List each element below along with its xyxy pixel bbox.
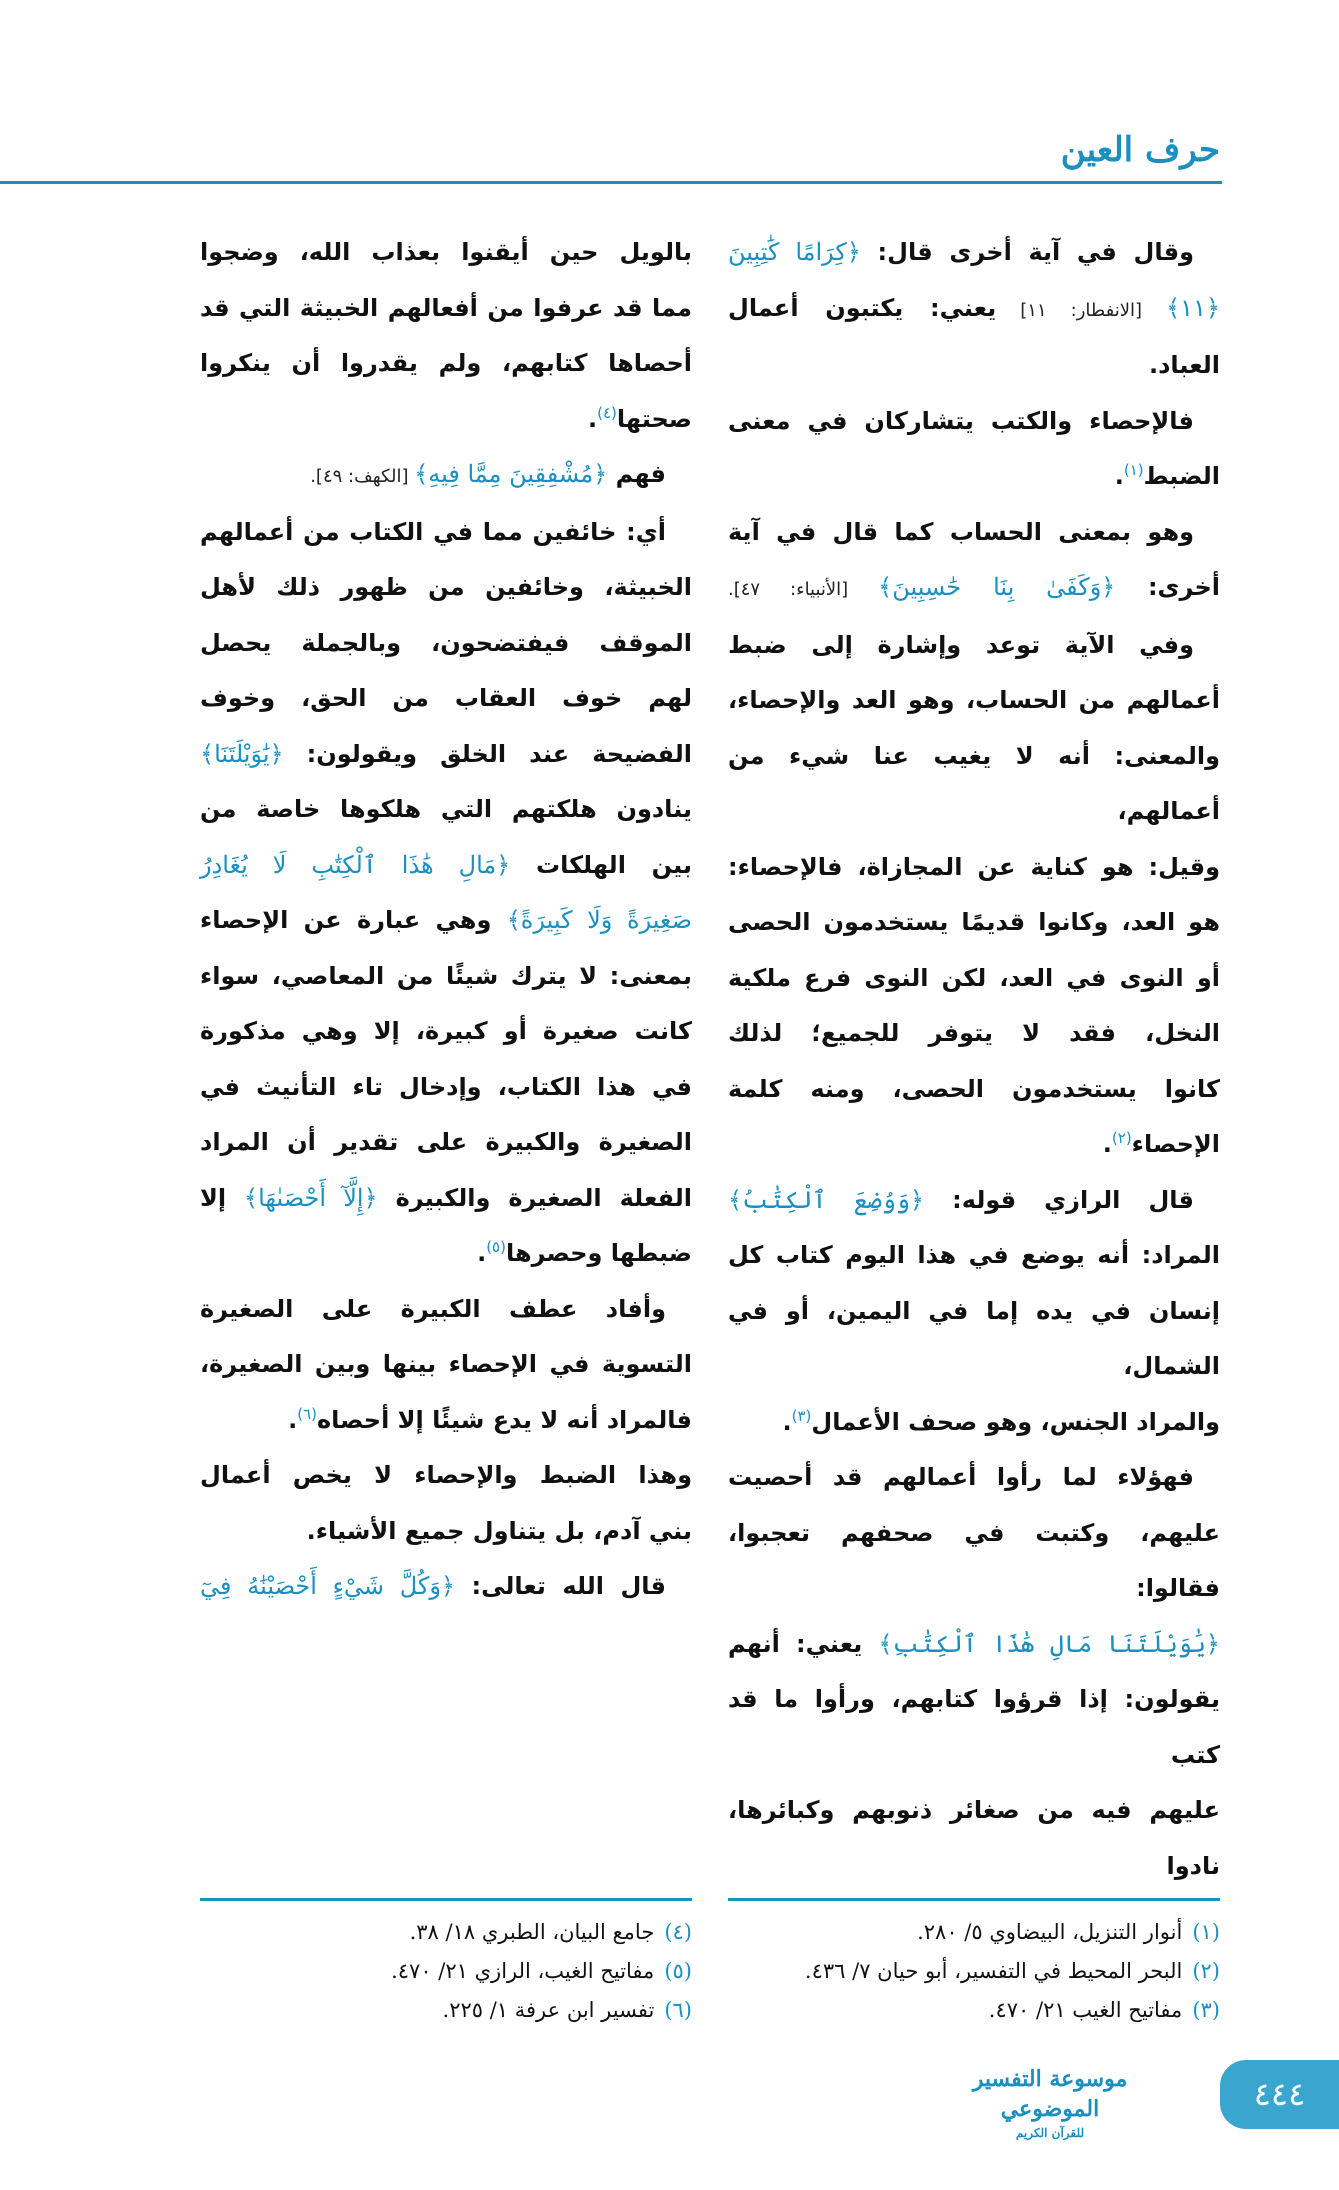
text-run: . [587, 404, 598, 433]
text-line [200, 336, 692, 392]
text-line [728, 394, 1220, 450]
text-line [728, 1617, 1220, 1673]
text-run: أخرى: [1115, 573, 1220, 601]
text-line [200, 1448, 692, 1504]
text-run: في هذا الكتاب، وإدخال تاء التأنيث في [200, 1072, 692, 1101]
text-run: إلا [200, 1183, 245, 1212]
text-line [200, 1393, 692, 1449]
text-line [200, 1226, 692, 1282]
text-run: الفضيحة عند الخلق ويقولون: [283, 739, 692, 768]
text-line [728, 281, 1220, 339]
quran-verse: ﴿مَالِ هَٰذَا ٱلْكِتَٰبِ لَا يُغَادِرُ [200, 850, 511, 879]
text-run: عليهم، وكتبت في صحفهم تعجبوا، فقالوا: [728, 1518, 1220, 1602]
text-run: فهم [607, 460, 666, 488]
text-line [200, 447, 692, 505]
text-run: وقال في آية أخرى قال: [860, 238, 1194, 266]
text-run: التسوية في الإحصاء بينها وبين الصغيرة، [200, 1350, 692, 1378]
text-line [728, 673, 1220, 729]
text-run: بني آدم، بل يتناول جميع الأشياء. [306, 1516, 692, 1545]
quran-verse: ﴿مُشْفِقِينَ مِمَّا فِيهِ﴾ [414, 460, 608, 488]
text-run: بمعنى: لا يترك شيئًا من المعاصي، سواء [200, 961, 692, 990]
verse-reference: [الأنبياء: ٤٧]. [728, 579, 879, 600]
footnote-divider-right [728, 1898, 1220, 1901]
text-line [728, 1062, 1220, 1118]
footnote [728, 1913, 1220, 1952]
text-run: فهؤلاء لما رأوا أعمالهم قد أحصيت [728, 1463, 1194, 1491]
text-line [200, 560, 692, 616]
footnote [200, 1952, 692, 1991]
text-line [728, 1006, 1220, 1062]
text-run: المراد: أنه يوضع في هذا اليوم كتاب كل [728, 1241, 1220, 1269]
quran-verse: ﴿وَكُلَّ شَيْءٍ أَحْصَيْنَٰهُ فِيٓ [200, 1572, 456, 1600]
footnote-text: أنوار التنزيل، البيضاوي ٥/ ٢٨٠. [917, 1920, 1183, 1944]
text-line [200, 1282, 692, 1338]
quran-verse: صَغِيرَةً وَلَا كَبِيرَةً﴾ [506, 906, 693, 934]
text-line [728, 1783, 1220, 1894]
footnote-marker[interactable]: (٦) [297, 1404, 317, 1423]
text-run: إنسان في يده إما في اليمين، أو في الشمال، [728, 1296, 1220, 1380]
footnote [200, 1913, 692, 1952]
text-run: . [1114, 462, 1124, 490]
text-line [728, 1284, 1220, 1395]
text-line [728, 225, 1220, 281]
text-run: . [1102, 1130, 1112, 1158]
footnote [728, 1991, 1220, 2030]
text-line [200, 671, 692, 727]
text-line [728, 895, 1220, 951]
text-run: والمعنى: أنه لا يغيب عنا شيء من أعمالهم، [728, 741, 1220, 825]
text-line [200, 392, 692, 448]
text-line [728, 1117, 1220, 1173]
text-run: الخبيثة، وخائفين من ظهور ذلك لأهل [200, 573, 692, 601]
text-line [200, 1171, 692, 1227]
encyclopedia-logo [920, 2064, 1180, 2142]
chapter-header: حرف العين [1060, 130, 1220, 170]
text-line [728, 729, 1220, 840]
text-run: وهذا الضبط والإحصاء لا يخص أعمال [200, 1461, 692, 1489]
text-run: الإحصاء [1131, 1130, 1220, 1158]
footnote-number: (٢) [1192, 1959, 1220, 1983]
footnotes-left [200, 1913, 692, 2030]
text-line [200, 281, 692, 337]
text-run: وهي عبارة عن الإحصاء [200, 906, 507, 934]
footnote-marker[interactable]: (٢) [1111, 1129, 1132, 1147]
text-line [200, 1337, 692, 1393]
footnotes-right [728, 1913, 1220, 2030]
header-divider [0, 181, 1222, 184]
verse-reference: [الانفطار: ١١] [996, 299, 1167, 321]
page-header [0, 0, 1339, 225]
text-line [200, 1504, 692, 1560]
text-run: لهم خوف العقاب من الحق، وخوف [200, 684, 692, 712]
text-run: وأفاد عطف الكبيرة على الصغيرة [200, 1294, 666, 1323]
quran-verse: ﴿وَوُضِعَ ٱلْكِتَٰبُ﴾ [728, 1185, 925, 1214]
footnotes-left-column [200, 1898, 692, 2030]
footnote-marker[interactable]: (٥) [486, 1238, 506, 1256]
text-line [728, 618, 1220, 674]
page-footer [0, 2050, 1339, 2190]
text-run: الموقف فيفتضحون، وبالجملة يحصل [200, 628, 692, 657]
text-run: هو العد، وكانوا قديمًا يستخدمون الحصى [728, 908, 1220, 936]
text-run: أو النوى في العد، لكن النوى فرع ملكية [728, 963, 1220, 992]
text-line [728, 338, 1220, 394]
footnote-marker[interactable]: (٤) [597, 403, 617, 422]
footnote [200, 1991, 692, 2030]
text-run: يعني: أنهم [728, 1629, 879, 1658]
text-line [200, 1559, 692, 1615]
text-run: بالويل حين أيقنوا بعذاب الله، وضجوا [200, 238, 692, 266]
footnote-number: (٥) [664, 1959, 692, 1983]
footnote-number: (٣) [1192, 1998, 1220, 2022]
footnote-number: (٦) [664, 1998, 692, 2022]
text-run: يقولون: إذا قرؤوا كتابهم، ورأوا ما قد كتب [728, 1685, 1220, 1769]
text-run: أحصاها كتابهم، ولم يقدروا أن ينكروا [200, 349, 692, 377]
text-line [200, 505, 692, 561]
quran-verse: ﴿يَٰوَيْلَتَنَا مَالِ هَٰذَا ٱلْكِتَٰبِ﴾ [878, 1629, 1220, 1658]
text-line [200, 225, 692, 281]
text-run: العباد. [1148, 351, 1220, 379]
footnote-text: البحر المحيط في التفسير، أبو حيان ٧/ ٤٣٦. [804, 1959, 1183, 1983]
text-line [200, 893, 692, 949]
footnote-marker[interactable]: (٣) [791, 1406, 812, 1425]
text-line [728, 1506, 1220, 1617]
footnote-text: مفاتيح الغيب، الرازي ٢١/ ٤٧٠. [391, 1959, 655, 1983]
text-run: الضبط [1143, 462, 1220, 490]
right-text-column [728, 225, 1220, 1894]
text-run: ضبطها وحصرها [505, 1239, 692, 1267]
logo-subtitle: للقرآن الكريم [1015, 2126, 1085, 2140]
text-run: كانوا يستخدمون الحصى، ومنه كلمة [728, 1074, 1220, 1103]
text-run: . [288, 1405, 298, 1434]
footnote [728, 1952, 1220, 1991]
text-line [200, 1004, 692, 1060]
logo-title: موسوعة التفسير الموضوعي [972, 2066, 1128, 2122]
text-run: يعني: يكتبون أعمال [728, 293, 997, 322]
text-run: وهو بمعنى الحساب كما قال في آية [728, 517, 1194, 546]
footnotes-right-column [728, 1898, 1220, 2030]
text-run: صحتها [616, 404, 692, 433]
quran-verse: ﴿وَكَفَىٰ بِنَا حَٰسِبِينَ﴾ [878, 573, 1116, 601]
text-run: الصغيرة والكبيرة على تقدير أن المراد [200, 1128, 692, 1156]
verse-reference: [الكهف: ٤٩]. [310, 466, 415, 487]
text-run: . [477, 1239, 487, 1267]
text-line [200, 949, 692, 1005]
footnote-divider-left [200, 1898, 692, 1901]
footnotes-area [196, 1898, 1220, 2030]
text-run: مما قد عرفوا من أفعالهم الخبيثة التي قد [200, 293, 692, 322]
text-line [200, 616, 692, 672]
text-line [728, 560, 1220, 618]
text-run: عليهم فيه من صغائر ذنوبهم وكبائرها، نادوا [728, 1796, 1220, 1880]
text-run: وفي الآية توعد وإشارة إلى ضبط [728, 630, 1194, 659]
text-line [728, 1395, 1220, 1451]
footnote-number: (١) [1192, 1920, 1220, 1944]
text-run: والمراد الجنس، وهو صحف الأعمال [811, 1407, 1220, 1436]
text-line [200, 1060, 692, 1116]
quran-verse: ﴿يَٰوَيْلَتَنَا﴾ [200, 739, 284, 768]
footnote-marker[interactable]: (١) [1123, 461, 1144, 479]
text-run: وقيل: هو كناية عن المجازاة، فالإحصاء: [728, 852, 1220, 881]
text-line [728, 1173, 1220, 1229]
text-line [728, 449, 1220, 505]
text-line [728, 1450, 1220, 1506]
text-run: . [782, 1407, 792, 1436]
text-line [728, 951, 1220, 1007]
text-run: فالإحصاء والكتب يتشاركان في معنى [728, 406, 1194, 435]
quran-verse: ﴿١١﴾ [1166, 293, 1221, 322]
text-line [200, 838, 692, 894]
footnote-text: مفاتيح الغيب ٢١/ ٤٧٠. [988, 1998, 1183, 2022]
text-run: قال الرازي قوله: [924, 1185, 1194, 1214]
text-run: أعمالهم من الحساب، وهو العد والإحصاء، [728, 686, 1220, 714]
text-line [200, 727, 692, 783]
text-run: فالمراد أنه لا يدع شيئًا إلا أحصاه [316, 1405, 692, 1434]
text-line [200, 1115, 692, 1171]
text-run: النخل، فقد لا يتوفر للجميع؛ لذلك [728, 1019, 1220, 1047]
text-line [728, 840, 1220, 896]
text-run: قال الله تعالى: [455, 1572, 667, 1600]
footnote-text: جامع البيان، الطبري ١٨/ ٣٨. [409, 1920, 655, 1944]
text-run: ينادون هلكتهم التي هلكوها خاصة من [200, 795, 692, 823]
text-run: الفعلة الصغيرة والكبيرة [377, 1183, 692, 1212]
text-line [728, 1228, 1220, 1284]
text-line [728, 505, 1220, 561]
quran-verse: ﴿كِرَامًا كَٰتِبِينَ [728, 238, 861, 266]
left-text-column [200, 225, 692, 1615]
text-run: كانت صغيرة أو كبيرة، إلا وهي مذكورة [200, 1017, 692, 1045]
footnote-text: تفسير ابن عرفة ١/ ٢٢٥. [442, 1998, 655, 2022]
footnote-number: (٤) [664, 1920, 692, 1944]
text-line [728, 1672, 1220, 1783]
text-columns [196, 225, 1220, 1894]
text-run: أي: خائفين مما في الكتاب من أعمالهم [200, 517, 666, 546]
quran-verse: ﴿إِلَّآ أَحْصَىٰهَا﴾ [244, 1183, 378, 1212]
text-run: بين الهلكات [510, 850, 692, 879]
text-line [200, 782, 692, 838]
page-number: ٤٤٤ [1220, 2060, 1339, 2129]
